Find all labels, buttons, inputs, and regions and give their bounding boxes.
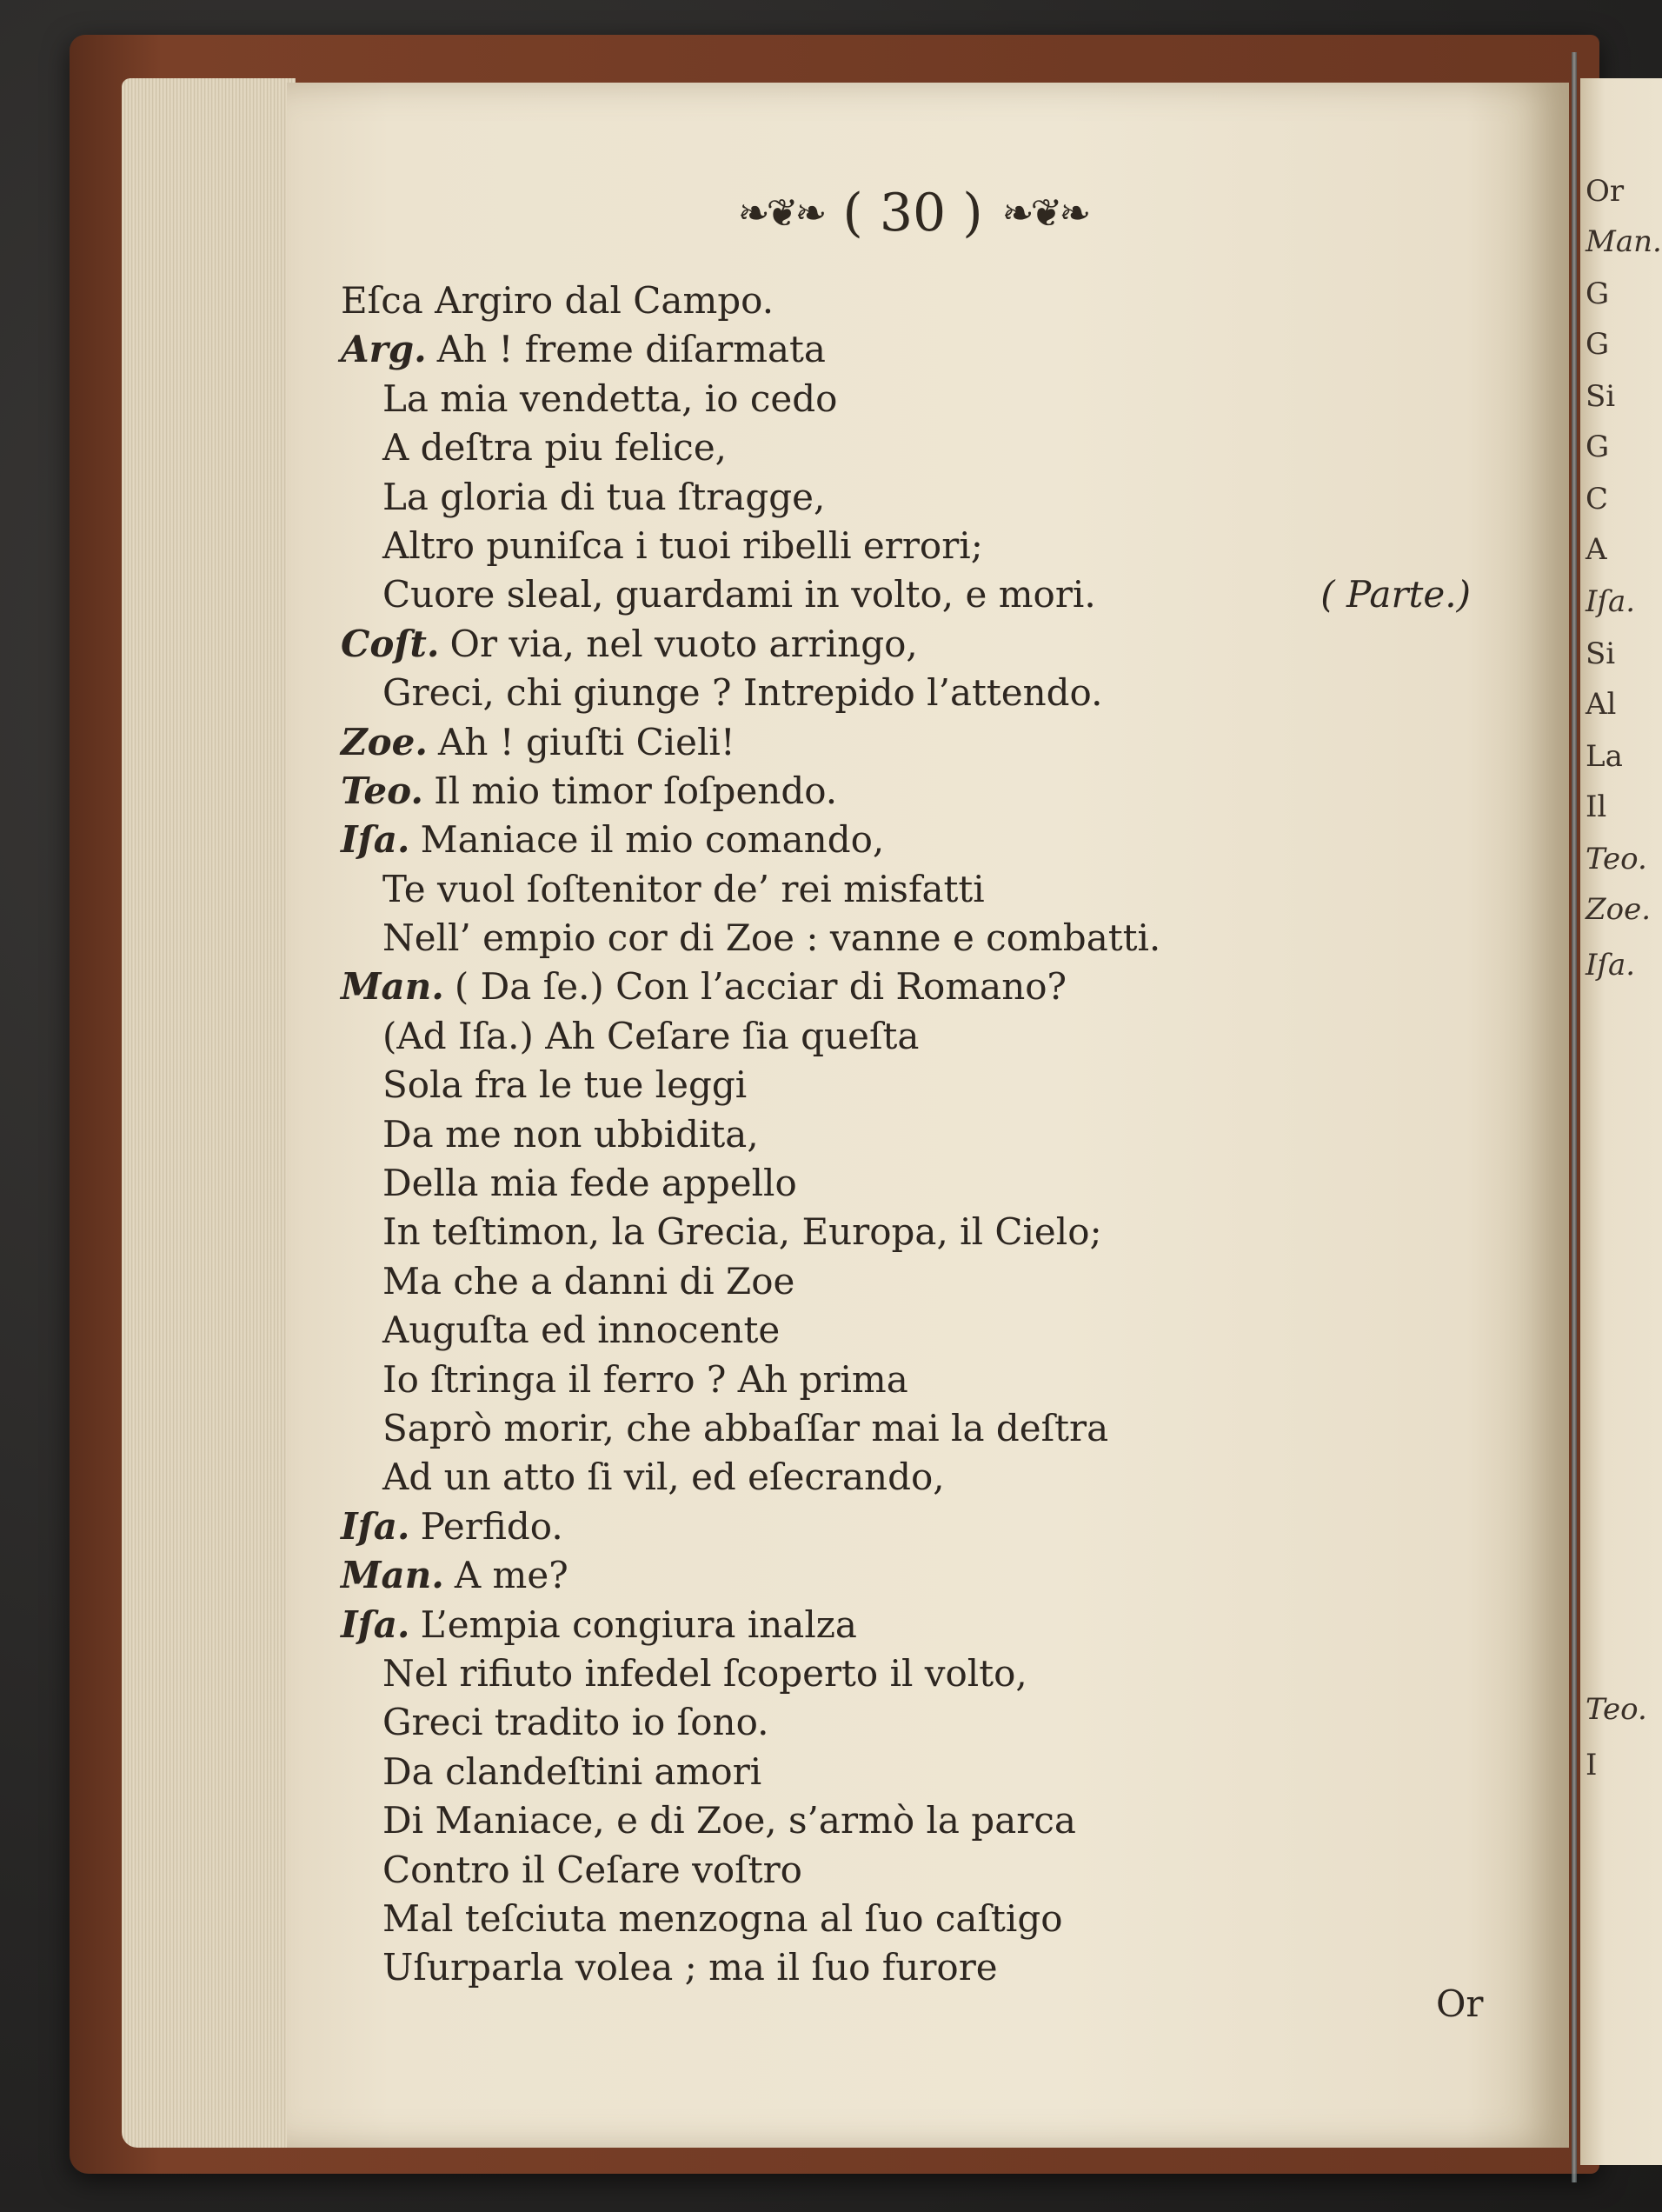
verse-text: Contro il Ceſare voſtro (382, 1848, 802, 1891)
verse-text: Perfido. (420, 1504, 563, 1548)
page-header (669, 178, 1156, 248)
next-page-fragment: I (1586, 1748, 1598, 1782)
next-page-fragment: G (1586, 327, 1610, 362)
speaker-label: Iſa. (341, 1504, 410, 1548)
verse-text: Greci tradito io ſono. (382, 1701, 769, 1744)
verse-text: Cuore sleal, guardami in volto, e mori. (382, 573, 1096, 616)
verse-text: Maniace il mio comando, (420, 818, 885, 862)
verse-text: L’empia congiura inalza (420, 1602, 857, 1646)
catchword: Or (1436, 1982, 1484, 2025)
text-line (341, 522, 1497, 570)
text-line (341, 1895, 1497, 1943)
verse-text: In teſtimon, la Grecia, Europa, il Cielo; (382, 1210, 1102, 1254)
text-line (341, 1846, 1497, 1895)
verse-text: Ah ! giuſti Cieli! (438, 720, 735, 763)
ornament-right-icon: ❧❦❧ (1001, 190, 1088, 236)
next-page-fragment: Teo. (1586, 842, 1647, 876)
text-line (341, 473, 1497, 522)
verse-text: ( Da ſe.) Con l’acciar di Romano? (454, 965, 1067, 1009)
text-line (341, 1502, 1497, 1551)
verse-text: Nel rifiuto infedel ſcoperto il volto, (382, 1651, 1027, 1695)
text-line (341, 1208, 1497, 1256)
text-line (341, 1356, 1497, 1404)
speaker-label: Man. (341, 965, 444, 1009)
text-line (341, 1110, 1497, 1159)
verse-text: Di Maniace, e di Zoe, s’armò la parca (382, 1799, 1076, 1842)
verse-text: Io ſtringa il ferro ? Ah prima (382, 1357, 908, 1401)
page-edges (122, 78, 296, 2148)
verse-text: Eſca Argiro dal Campo. (341, 279, 774, 322)
verse-text: La gloria di tua ſtragge, (382, 475, 826, 518)
verse-text: Or via, nel vuoto arringo, (449, 622, 918, 665)
speaker-label: Zoe. (341, 720, 429, 763)
text-line (341, 963, 1497, 1011)
text-line (341, 767, 1497, 816)
next-page-fragment: Zoe. (1586, 892, 1652, 927)
text-line (341, 1061, 1497, 1109)
next-page-fragment: Il (1586, 790, 1607, 824)
text-line (341, 1748, 1497, 1796)
text-line (341, 718, 1497, 767)
next-page-fragment: Iſa. (1586, 584, 1636, 619)
text-line (341, 325, 1497, 374)
verse-text: Saprò morir, che abbaſſar mai la deſtra (382, 1406, 1109, 1449)
speaker-label: Arg. (341, 328, 427, 371)
text-line (341, 570, 1497, 619)
next-page-fragment: Si (1586, 636, 1616, 671)
next-page-fragment: C (1586, 482, 1609, 516)
text-line (341, 276, 1497, 325)
text-line (341, 816, 1497, 864)
verse-text: A me? (454, 1554, 568, 1597)
next-page-fragment: La (1586, 739, 1623, 774)
text-line (341, 1796, 1497, 1845)
text-line (341, 1601, 1497, 1649)
text-line (341, 1306, 1497, 1355)
text-line (341, 865, 1497, 914)
next-page-edge (1580, 78, 1662, 2165)
text-line (341, 669, 1497, 717)
gutter-divider (1572, 52, 1577, 2182)
verse-text: Greci, chi giunge ? Intrepido l’attendo. (382, 671, 1103, 715)
next-page-fragment: Or (1586, 174, 1625, 209)
verse-text: Te vuol ſoſtenitor de’ rei misfatti (382, 867, 985, 910)
next-page-fragment: G (1586, 430, 1610, 464)
text-line (341, 1649, 1497, 1698)
verse-text: Da clandeſtini amori (382, 1749, 762, 1793)
verse-text: Ma che a danni di Zoe (382, 1259, 795, 1303)
text-line (341, 620, 1497, 669)
speaker-label: Teo. (341, 769, 424, 812)
verse-text: Uſurparla volea ; ma il ſuo furore (382, 1946, 998, 1989)
ornament-left-icon: ❧❦❧ (737, 190, 824, 236)
next-page-fragment: Al (1586, 687, 1617, 722)
verse-text: A deſtra piu felice, (382, 426, 728, 470)
text-line (341, 914, 1497, 963)
page-number: ( 30 ) (842, 183, 983, 243)
verse-text: Ad un atto ſi vil, ed eſecrando, (382, 1456, 945, 1499)
verse-text: Auguſta ed innocente (382, 1309, 781, 1352)
text-line (341, 1159, 1497, 1208)
text-line (341, 423, 1497, 472)
next-page-fragment: G (1586, 276, 1610, 311)
verse-text: Ah ! freme diſarmata (436, 328, 826, 371)
verse-text: Sola fra le tue leggi (382, 1063, 748, 1107)
stage-direction: ( Parte.) (1320, 573, 1471, 616)
next-page-fragment: Iſa. (1586, 948, 1636, 983)
text-line (341, 1551, 1497, 1600)
text-line (341, 1943, 1497, 1992)
speaker-label: Iſa. (341, 818, 410, 862)
text-line (341, 1453, 1497, 1502)
verse-text: La mia vendetta, io cedo (382, 376, 838, 420)
verse-text: Della mia fede appello (382, 1162, 797, 1205)
verse-text: (Ad Iſa.) Ah Ceſare ſia queſta (382, 1014, 920, 1057)
verse-text: Mal teſciuta menzogna al ſuo caſtigo (382, 1896, 1063, 1940)
speaker-label: Man. (341, 1554, 444, 1597)
verse-text: Altro puniſca i tuoi ribelli errori; (382, 523, 983, 567)
speaker-label: Iſa. (341, 1602, 410, 1646)
next-page-fragment: A (1586, 532, 1607, 567)
text-line (341, 1698, 1497, 1747)
text-line (341, 1012, 1497, 1061)
next-page-fragment: Man. (1586, 224, 1662, 259)
next-page-fragment: Teo. (1586, 1692, 1647, 1727)
verse-text: Nell’ empio cor di Zoe : vanne e combatti. (382, 916, 1161, 960)
verse-text: Da me non ubbidita, (382, 1112, 759, 1156)
text-line (341, 1404, 1497, 1453)
text-line (341, 375, 1497, 423)
verse-text: Il mio timor ſoſpendo. (434, 769, 838, 812)
text-line (341, 1257, 1497, 1306)
next-page-fragment: Si (1586, 379, 1616, 414)
libretto-text (341, 276, 1497, 1993)
speaker-label: Coſt. (341, 622, 440, 665)
